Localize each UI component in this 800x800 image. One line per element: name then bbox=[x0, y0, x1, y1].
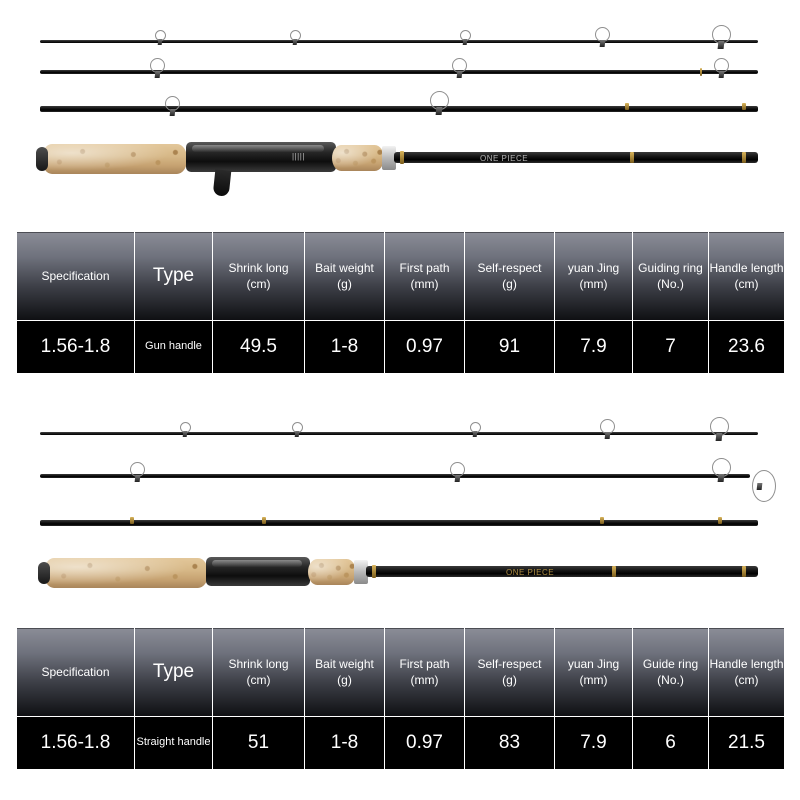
cell-type: Gun handle bbox=[135, 321, 213, 374]
gold-wrap bbox=[742, 103, 746, 110]
cell-first-path: 0.97 bbox=[385, 717, 465, 770]
header-self-respect: Self-respect (g) bbox=[465, 628, 555, 717]
casting-rod-illustration bbox=[0, 0, 800, 210]
rod-segment-upper-mid bbox=[0, 52, 800, 92]
guide-ring-icon bbox=[460, 30, 471, 41]
header-specification: Specification bbox=[17, 628, 135, 717]
rod-segment-lower-mid bbox=[0, 88, 800, 128]
cell-type: Straight handle bbox=[135, 717, 213, 770]
tip-top-icon bbox=[712, 25, 731, 44]
gold-wrap bbox=[742, 152, 746, 163]
guide-ring-icon bbox=[292, 422, 303, 433]
rod-segment-butt-gun-handle bbox=[0, 128, 800, 192]
rod-imprint: ONE PIECE bbox=[506, 568, 555, 577]
header-shrink-long: Shrink long (cm) bbox=[213, 628, 305, 717]
header-yuan-jing: yuan Jing (mm) bbox=[555, 232, 633, 321]
guide-ring-icon bbox=[430, 91, 449, 110]
guide-ring-icon bbox=[130, 462, 145, 477]
gold-wrap bbox=[130, 517, 134, 524]
gold-wrap bbox=[600, 517, 604, 524]
cell-guiding-ring: 7 bbox=[633, 321, 709, 374]
guide-ring-icon bbox=[470, 422, 481, 433]
guide-ring-icon bbox=[165, 96, 180, 111]
rod-segment-tip bbox=[0, 414, 800, 454]
guide-ring-icon bbox=[450, 462, 465, 477]
cell-specification: 1.56-1.8 bbox=[17, 321, 135, 374]
gold-wrap bbox=[400, 151, 404, 164]
cell-handle-length: 21.5 bbox=[709, 717, 785, 770]
trigger-grip bbox=[213, 169, 232, 197]
cork-grip-rear bbox=[44, 558, 208, 588]
reel-seat-highlight bbox=[192, 145, 324, 152]
header-first-path: First path (mm) bbox=[385, 232, 465, 321]
header-bait-weight: Bait weight (g) bbox=[305, 232, 385, 321]
butt-cap bbox=[38, 562, 50, 584]
cell-self-respect: 91 bbox=[465, 321, 555, 374]
header-bait-weight: Bait weight (g) bbox=[305, 628, 385, 717]
header-type: Type bbox=[135, 628, 213, 717]
guide-ring-icon bbox=[452, 58, 467, 73]
gold-wrap bbox=[262, 517, 266, 524]
cell-first-path: 0.97 bbox=[385, 321, 465, 374]
butt-cap bbox=[36, 147, 48, 171]
guide-ring-icon bbox=[150, 58, 165, 73]
guide-ring-icon bbox=[290, 30, 301, 41]
header-first-path: First path (mm) bbox=[385, 628, 465, 717]
guide-ring-icon bbox=[712, 458, 731, 477]
gold-wrap bbox=[625, 103, 629, 110]
spinning-rod-illustration bbox=[0, 400, 800, 610]
spec-table-straight-handle bbox=[16, 627, 785, 770]
cork-grip-rear bbox=[42, 144, 187, 174]
gold-wrap bbox=[718, 517, 722, 524]
guide-ring-icon bbox=[600, 419, 615, 434]
header-self-respect: Self-respect (g) bbox=[465, 232, 555, 321]
reel-seat-marking: ||||| bbox=[292, 152, 305, 161]
cell-yuan-jing: 7.9 bbox=[555, 717, 633, 770]
guide-ring-icon bbox=[595, 27, 610, 42]
cell-specification: 1.56-1.8 bbox=[17, 717, 135, 770]
header-yuan-jing: yuan Jing (mm) bbox=[555, 628, 633, 717]
cell-yuan-jing: 7.9 bbox=[555, 321, 633, 374]
guide-ring-icon bbox=[714, 58, 729, 73]
cell-shrink-long: 49.5 bbox=[213, 321, 305, 374]
header-type: Type bbox=[135, 232, 213, 321]
header-specification: Specification bbox=[17, 232, 135, 321]
cork-grip-fore bbox=[308, 559, 356, 585]
stripper-guide-icon bbox=[752, 470, 776, 502]
rod-segment-butt-straight-handle bbox=[0, 542, 800, 606]
tip-top-icon bbox=[710, 417, 729, 436]
reel-seat-highlight bbox=[212, 560, 302, 567]
cell-bait-weight: 1-8 bbox=[305, 717, 385, 770]
cell-bait-weight: 1-8 bbox=[305, 321, 385, 374]
gold-wrap bbox=[372, 565, 376, 578]
guide-ring-icon bbox=[180, 422, 191, 433]
table-row bbox=[17, 717, 785, 770]
spec-table-gun-handle bbox=[16, 231, 785, 374]
gold-wrap bbox=[612, 566, 616, 577]
rod-imprint: ONE PIECE bbox=[480, 154, 529, 163]
cork-grip-fore bbox=[332, 145, 384, 171]
rod-segment-upper-mid bbox=[0, 456, 800, 496]
table-header-row bbox=[17, 232, 785, 321]
rod-segment-lower-mid bbox=[0, 502, 800, 542]
table-row bbox=[17, 321, 785, 374]
guide-ring-icon bbox=[155, 30, 166, 41]
table-header-row bbox=[17, 628, 785, 717]
header-handle-length: Handle length (cm) bbox=[709, 628, 785, 717]
header-handle-length: Handle length (cm) bbox=[709, 232, 785, 321]
gold-wrap bbox=[700, 68, 702, 76]
gold-wrap bbox=[630, 152, 634, 163]
cell-shrink-long: 51 bbox=[213, 717, 305, 770]
gold-wrap bbox=[742, 566, 746, 577]
cell-self-respect: 83 bbox=[465, 717, 555, 770]
header-shrink-long: Shrink long (cm) bbox=[213, 232, 305, 321]
cell-guiding-ring: 6 bbox=[633, 717, 709, 770]
header-guide-ring: Guide ring (No.) bbox=[633, 628, 709, 717]
cell-handle-length: 23.6 bbox=[709, 321, 785, 374]
header-guiding-ring: Guiding ring (No.) bbox=[633, 232, 709, 321]
